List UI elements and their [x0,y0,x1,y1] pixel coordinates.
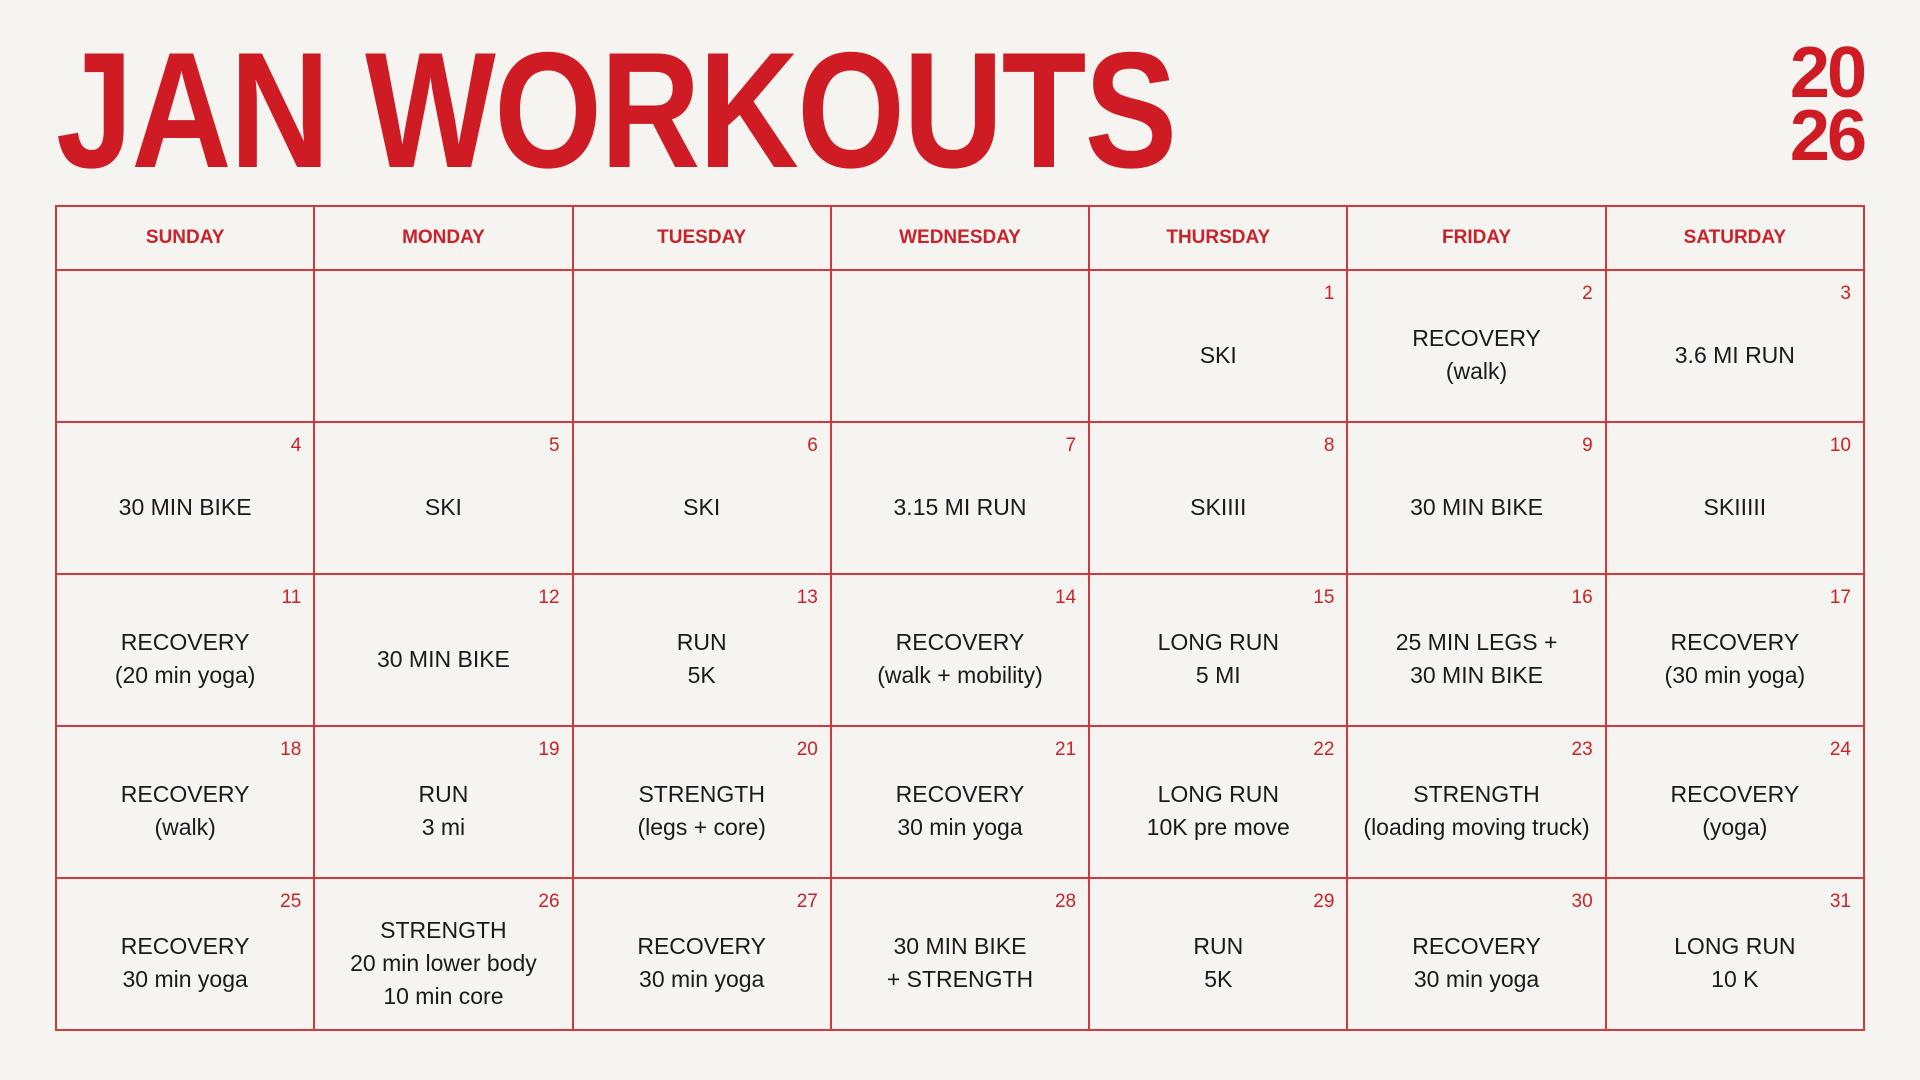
workout-content [319,897,567,1029]
day-cell-2 [1347,270,1605,422]
empty-day-cell [56,270,314,422]
workout-text: SKI [683,493,721,520]
day-number: 22 [1313,739,1335,760]
workout-text: 5K [1204,966,1233,992]
day-cell-12 [314,574,572,726]
workout-text: 30 min yoga [1413,966,1540,992]
workout-content [578,289,826,421]
day-cell-31 [1606,878,1864,1030]
day-number: 29 [1313,891,1335,912]
day-cell-13 [573,574,831,726]
week-row [56,270,1864,422]
day-cell-1 [1089,270,1347,422]
day-cell-21 [831,726,1089,878]
day-number: 17 [1829,587,1851,608]
workout-text: (walk + mobility) [877,662,1043,688]
day-cell-3 [1606,270,1864,422]
day-cell-27 [573,878,831,1030]
workout-content [578,745,826,877]
workout-text: LONG RUN [1157,781,1279,807]
year-top: 20 [1789,33,1864,113]
workout-text: 5K [687,662,716,688]
workout-text: RECOVERY [637,933,767,959]
day-cell-18 [56,726,314,878]
day-number: 6 [807,435,818,456]
workout-text: 30 MIN BIKE [1410,662,1544,688]
workout-text: RUN [1193,933,1244,959]
workout-text: (20 min yoga) [114,662,256,688]
day-number: 5 [548,435,560,456]
workout-text: RECOVERY [895,629,1025,655]
week-row [56,574,1864,726]
day-cell-5 [314,422,572,574]
workout-text: 10 min core [383,982,504,1009]
workout-text: RECOVERY [1412,933,1541,959]
day-cell-30 [1347,878,1605,1030]
day-number: 19 [538,739,560,760]
workout-text: 30 MIN BIKE [376,645,510,672]
weekday-header-row [56,206,1864,270]
day-number: 10 [1829,435,1851,456]
day-number: 31 [1829,891,1851,912]
workout-text: SKIIII [1190,493,1247,520]
workout-text: 5 MI [1195,662,1241,688]
day-number: 1 [1323,283,1335,304]
day-number: 27 [796,891,818,912]
day-number: 9 [1582,435,1593,456]
workout-content [578,593,826,725]
workout-content [1611,897,1859,1029]
workout-text: RECOVERY [120,933,250,959]
workout-content [61,289,309,421]
workout-content [1094,593,1342,725]
day-number: 24 [1829,739,1851,760]
workout-text: + STRENGTH [886,966,1034,992]
workout-content [1094,441,1342,573]
workout-content [1352,593,1600,725]
workout-content [836,289,1084,421]
day-cell-11 [56,574,314,726]
day-cell-9 [1347,422,1605,574]
workout-text: 20 min lower body [350,949,537,976]
workout-content [836,897,1084,1029]
workout-content [1094,289,1342,421]
workout-text: 30 MIN BIKE [118,493,252,520]
week-row [56,878,1864,1030]
workout-text: 3.15 MI RUN [893,493,1027,520]
day-number: 3 [1840,283,1851,304]
workout-content [1094,745,1342,877]
day-number: 30 [1571,891,1593,912]
workout-content [319,289,567,421]
day-cell-4 [56,422,314,574]
day-number: 15 [1313,587,1335,608]
workout-text: 30 min yoga [122,966,248,992]
day-cell-8 [1089,422,1347,574]
workout-text: 10K pre move [1146,814,1290,840]
workout-text: (walk) [154,814,216,840]
day-number: 12 [538,587,560,608]
day-number: 28 [1054,891,1077,912]
workout-content [1352,289,1600,421]
workout-text: STRENGTH [380,916,507,943]
week-row [56,422,1864,574]
workout-content [1352,897,1600,1029]
day-number: 20 [796,739,818,760]
day-cell-25 [56,878,314,1030]
day-number: 4 [290,435,302,456]
workout-text: 3.6 MI RUN [1674,341,1795,368]
workout-text: RUN [418,781,469,807]
weekday-header-friday: FRIDAY [1347,206,1605,270]
workout-content [578,897,826,1029]
workout-content [61,441,309,573]
workout-text: LONG RUN [1674,933,1796,959]
workout-text: RECOVERY [120,629,250,655]
day-cell-20 [573,726,831,878]
workout-content [836,745,1084,877]
day-cell-24 [1606,726,1864,878]
workout-text: (loading moving truck) [1363,814,1590,840]
day-number: 8 [1323,435,1335,456]
workout-content [319,441,567,573]
day-number: 2 [1582,283,1593,304]
weekday-header-tuesday: TUESDAY [573,206,831,270]
day-cell-14 [831,574,1089,726]
day-cell-28 [831,878,1089,1030]
workout-content [1611,441,1859,573]
workout-text: LONG RUN [1157,629,1279,655]
day-number: 25 [280,891,302,912]
workout-content [1094,897,1342,1029]
workout-text: SKIIIII [1703,493,1767,520]
day-cell-7 [831,422,1089,574]
workout-content [1352,441,1600,573]
workout-content [836,593,1084,725]
workout-text: SKI [1199,341,1237,368]
workout-text: RECOVERY [1670,781,1800,807]
workout-text: 25 MIN LEGS + [1395,629,1558,655]
workout-text: RECOVERY [120,781,250,807]
workout-content [319,745,567,877]
weekday-header-saturday: SATURDAY [1606,206,1864,270]
empty-day-cell [831,270,1089,422]
workout-content [1611,745,1859,877]
page-title: JAN WORKOUTS [56,18,1176,202]
day-cell-17 [1606,574,1864,726]
workout-content [61,593,309,725]
workout-content [1611,289,1859,421]
workout-text: (walk) [1445,358,1508,384]
workout-content [836,441,1084,573]
day-cell-22 [1089,726,1347,878]
workout-text: 30 min yoga [897,814,1023,840]
weekday-header-wednesday: WEDNESDAY [831,206,1089,270]
workout-text: (legs + core) [637,814,766,840]
day-cell-26 [314,878,572,1030]
workout-text: (30 min yoga) [1664,662,1806,688]
empty-day-cell [573,270,831,422]
weekday-header-monday: MONDAY [314,206,572,270]
calendar-grid [55,205,1865,1031]
day-number: 16 [1571,587,1593,608]
workout-text: RECOVERY [1670,629,1800,655]
weekday-header-thursday: THURSDAY [1089,206,1347,270]
workout-content [61,745,309,877]
workout-text: STRENGTH [638,781,765,807]
day-number: 7 [1065,435,1077,456]
workout-text: RECOVERY [895,781,1025,807]
empty-day-cell [314,270,572,422]
workout-text: 30 MIN BIKE [1410,493,1544,520]
workout-text: STRENGTH [1413,781,1540,807]
workout-text: 3 mi [421,814,466,840]
day-number: 26 [538,891,560,912]
workout-text: 10 K [1711,966,1759,992]
day-cell-6 [573,422,831,574]
weekday-header-sunday: SUNDAY [56,206,314,270]
workout-text: RUN [676,629,727,655]
day-cell-19 [314,726,572,878]
year-label [1789,33,1864,177]
day-number: 13 [796,587,818,608]
day-cell-29 [1089,878,1347,1030]
day-number: 11 [281,587,302,608]
day-cell-16 [1347,574,1605,726]
calendar-body [56,270,1864,1030]
day-number: 23 [1571,739,1593,760]
day-number: 21 [1054,739,1077,760]
day-cell-15 [1089,574,1347,726]
week-row [56,726,1864,878]
workout-content [1611,593,1859,725]
workout-content [319,593,567,725]
workout-content [61,897,309,1029]
year-bottom: 26 [1789,96,1864,177]
day-cell-23 [1347,726,1605,878]
workout-text: 30 min yoga [639,966,765,992]
day-number: 18 [280,739,302,760]
workout-text: 30 MIN BIKE [893,933,1027,959]
day-cell-10 [1606,422,1864,574]
workout-text: RECOVERY [1412,325,1541,351]
workout-text: (yoga) [1702,814,1768,840]
day-number: 14 [1054,587,1077,608]
workout-content [1352,745,1600,877]
workout-content [578,441,826,573]
workout-text: SKI [424,493,462,520]
